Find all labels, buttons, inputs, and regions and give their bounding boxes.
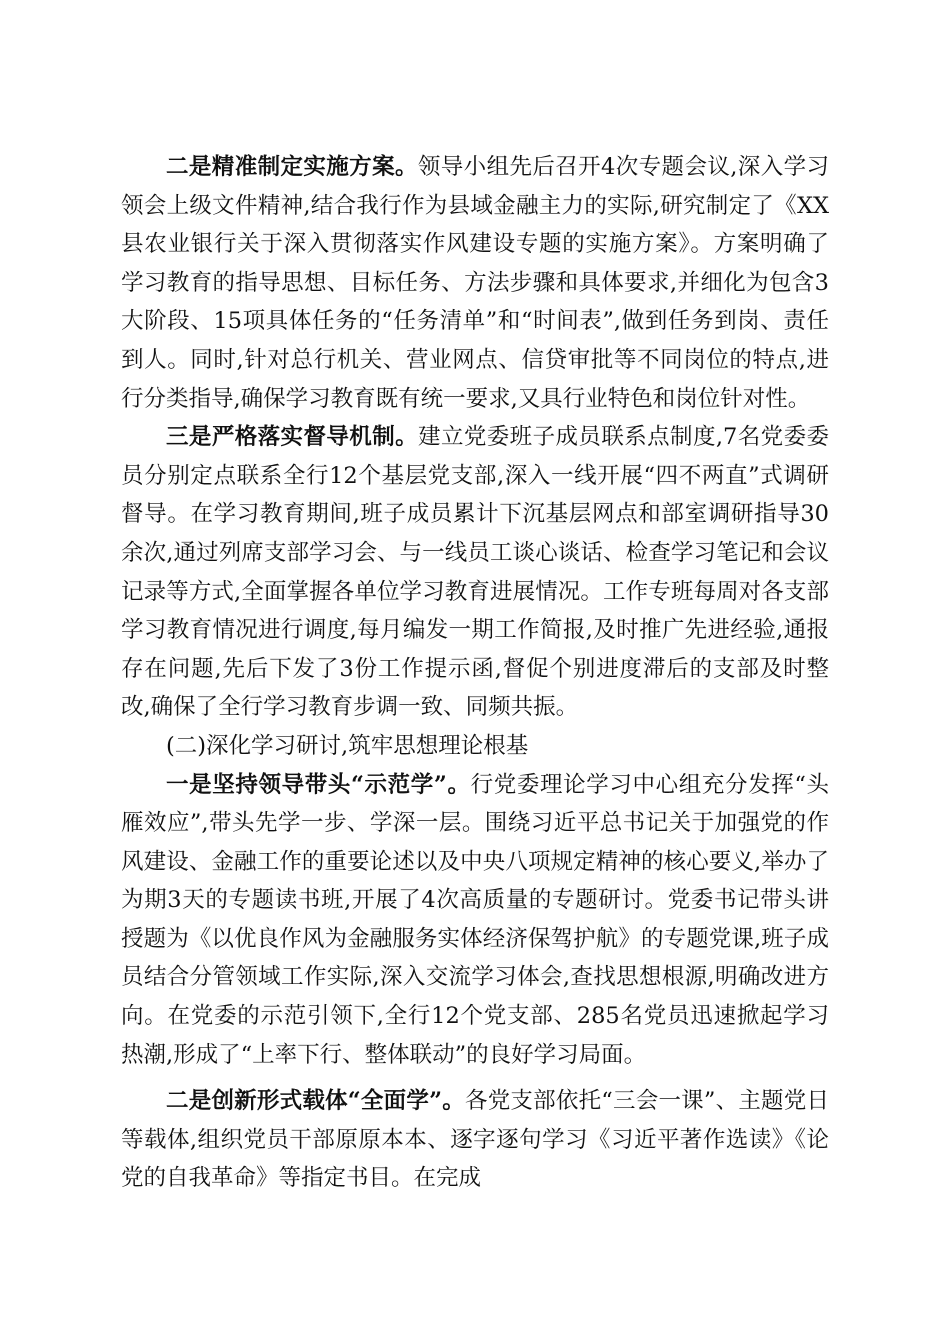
paragraph-body: 各党支部依托“三会一课”、主题党日等载体,组织党员干部原原本本、逐字逐句学习《习近平著作选读》《论党的自我革命》等指定书目。在完成 — [121, 1088, 829, 1192]
document-page — [121, 148, 829, 1198]
paragraph-lead: 二是精准制定实施方案。 — [166, 154, 418, 180]
paragraph-supervision-mechanism — [121, 418, 829, 727]
paragraph-leadership-example — [121, 766, 829, 1075]
paragraph-lead: 一是坚持领导带头“示范学”。 — [166, 771, 471, 798]
paragraph-lead: 三是严格落实督导机制。 — [166, 424, 419, 451]
paragraph-body: 行党委理论学习中心组充分发挥“头雁效应”,带头先学一步、学深一层。围绕习近平总书记关于加强党的作风建设、金融工作的重要论述以及中央八项规定精神的核心要义,举办了为期3天的专题读书班,开展了4次高质量的专题研讨。党委书记带头讲授题为《以优良作风为金融服务实体经济保驾护航》的专题党课,班子成员结合分管领域工作实际,深入交流学习体会,查找思想根源,明确改进方向。在党委的示范引领下,全行12个党支部、285名党员迅速掀起学习热潮,形成了“上率下行、整体联动”的良好学习局面。 — [121, 771, 829, 1068]
section-heading: (二)深化学习研讨,筑牢思想理论根基 — [166, 732, 529, 759]
paragraph-innovative-forms — [121, 1082, 829, 1198]
paragraph-implementation-plan — [121, 148, 829, 418]
paragraph-lead: 二是创新形式载体“全面学”。 — [166, 1088, 465, 1115]
paragraph-body: 领导小组先后召开4次专题会议,深入学习领会上级文件精神,结合我行作为县域金融主力的实际,研究制定了《XX县农业银行关于深入贯彻落实作风建设专题的实施方案》。方案明确了学习教育的指导思想、目标任务、方法步骤和具体要求,并细化为包含3大阶段、15项具体任务的“任务清单”和“时间表”,做到任务到岗、责任到人。同时,针对总行机关、营业网点、信贷审批等不同岗位的特点,进行分类指导,确保学习教育既有统一要求,又具行业特色和岗位针对性。 — [121, 154, 829, 412]
paragraph-body: 建立党委班子成员联系点制度,7名党委委员分别定点联系全行12个基层党支部,深入一线开展“四不两直”式调研督导。在学习教育期间,班子成员累计下沉基层网点和部室调研指导30余次,通过列席支部学习会、与一线员工谈心谈话、检查学习笔记和会议记录等方式,全面掌握各单位学习教育进展情况。工作专班每周对各支部学习教育情况进行调度,每月编发一期工作简报,及时推广先进经验,通报存在问题,先后下发了3份工作提示函,督促个别进度滞后的支部及时整改,确保了全行学习教育步调一致、同频共振。 — [121, 424, 829, 721]
